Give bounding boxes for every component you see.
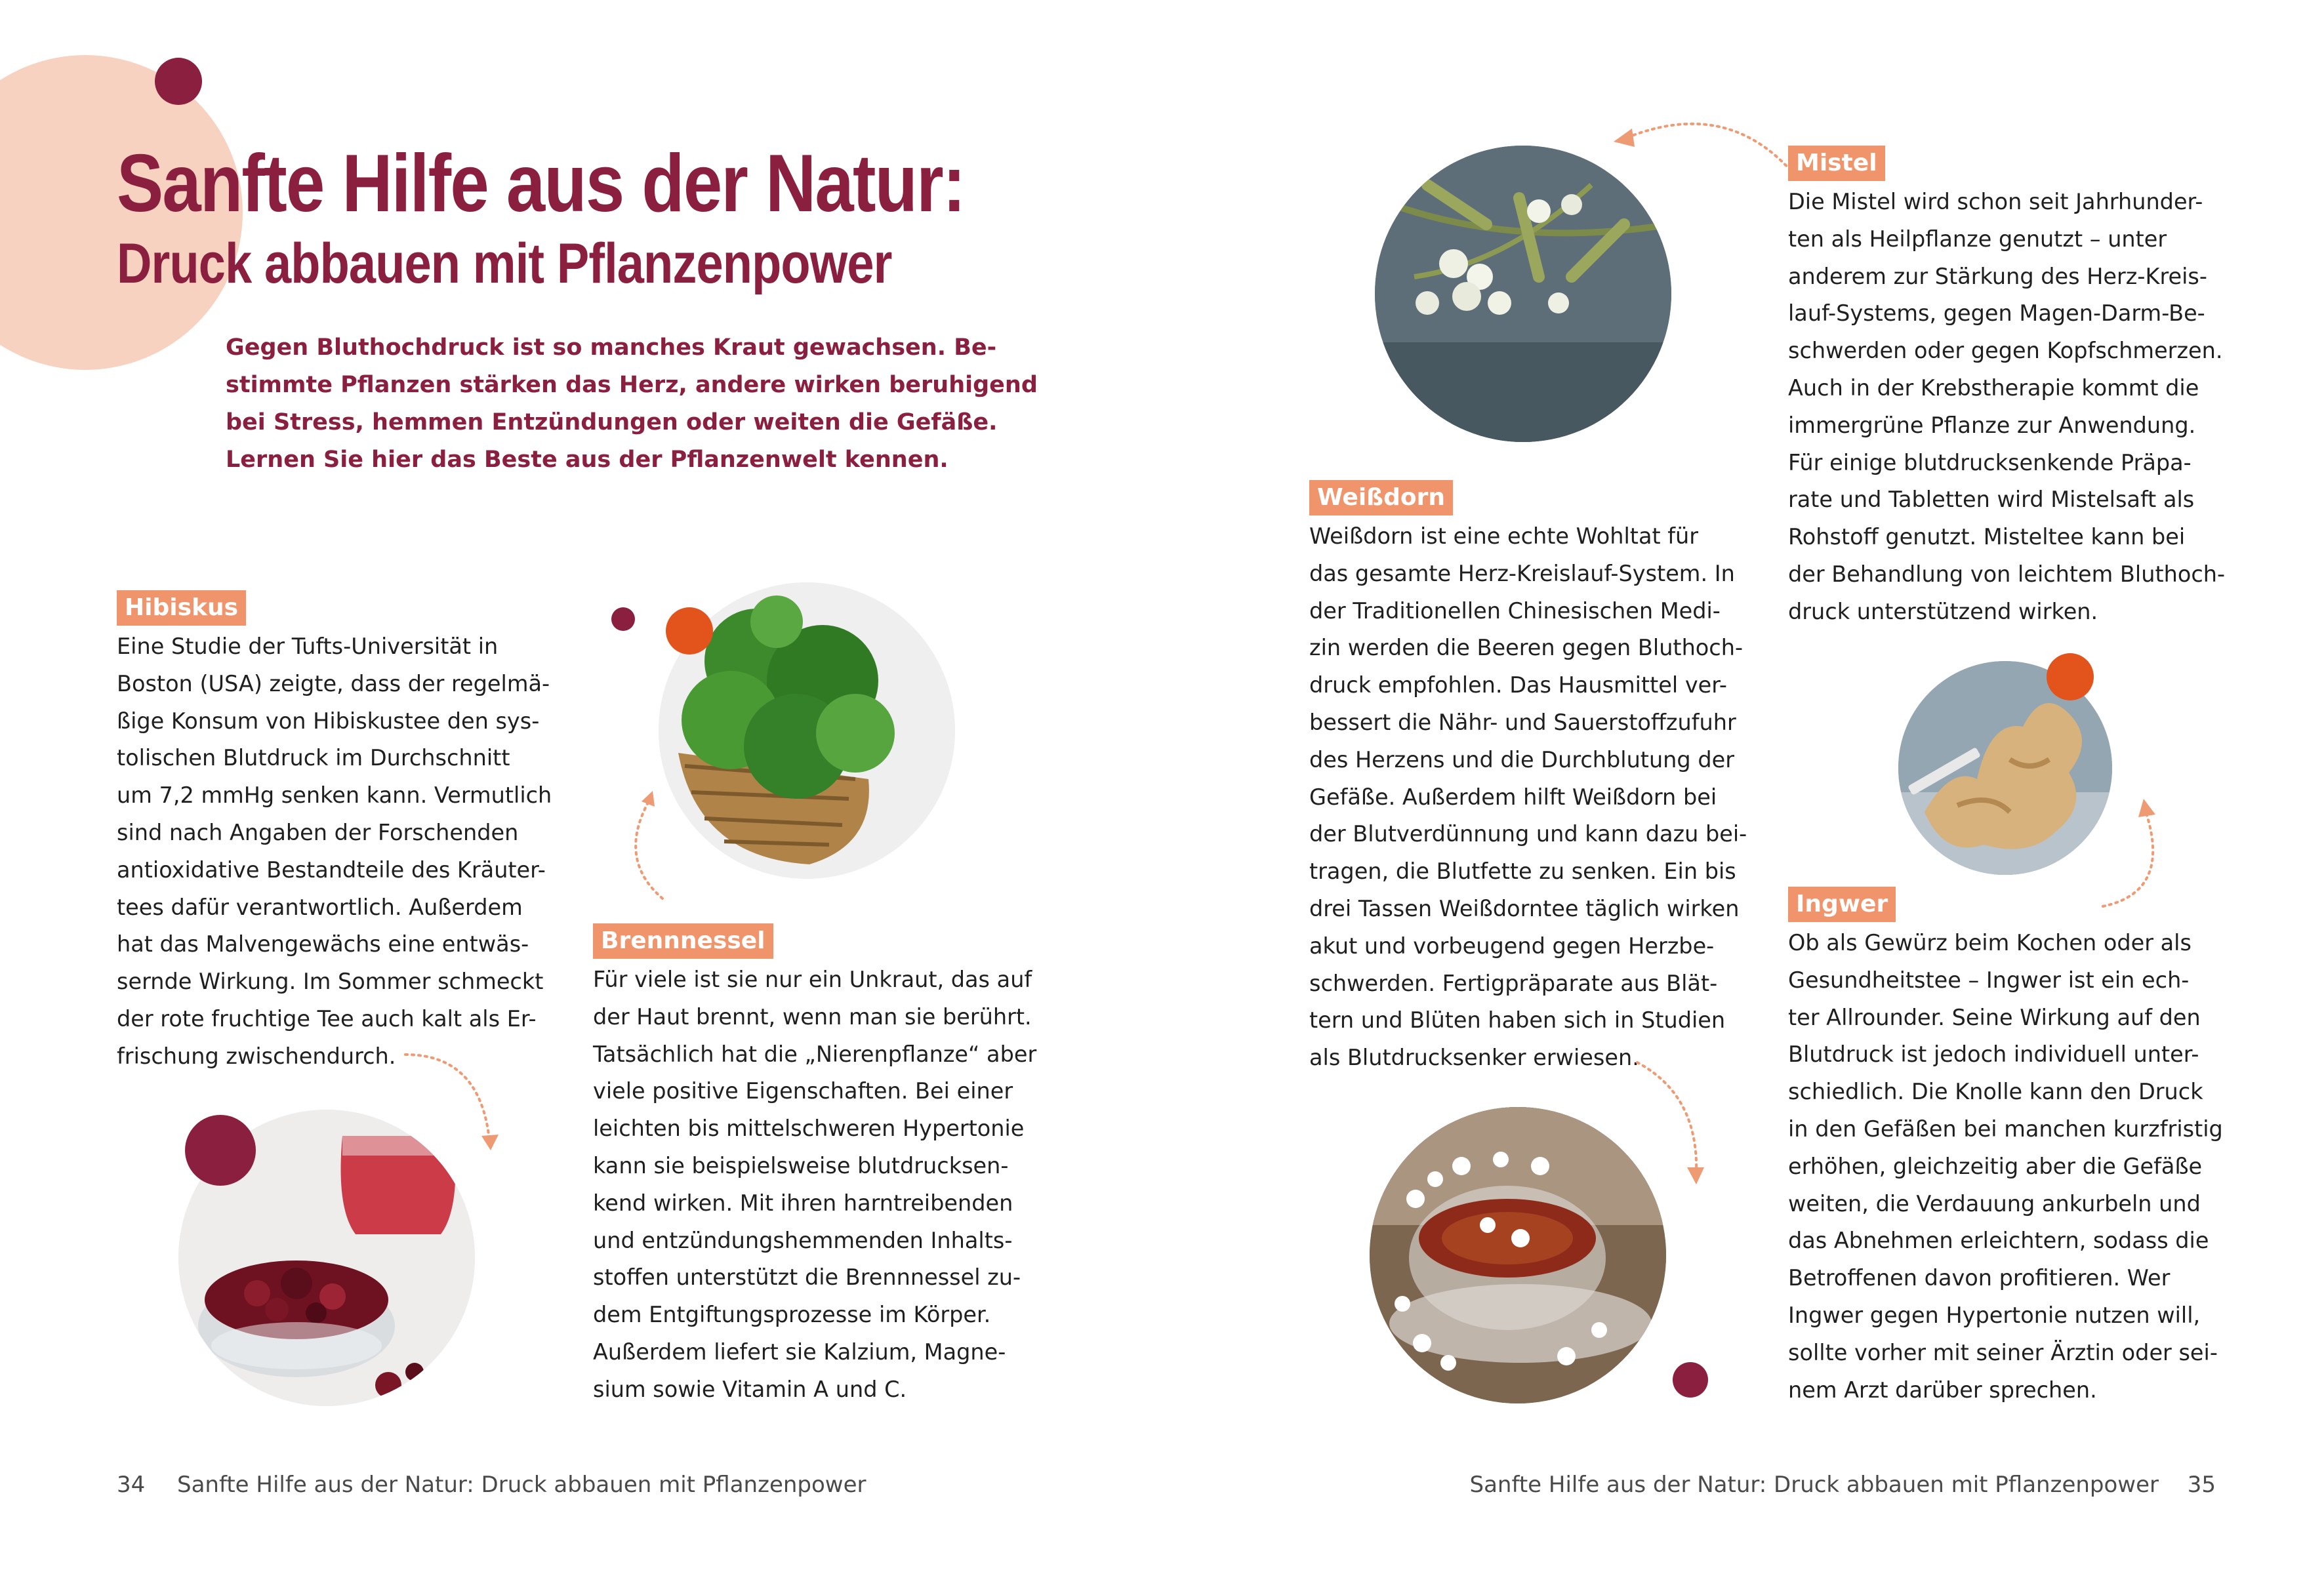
curved-arrow-icon bbox=[2099, 794, 2178, 912]
hibiskus-text bbox=[117, 628, 552, 1076]
weissdorn-text bbox=[1309, 518, 1747, 1077]
text-line: druck empfohlen. Das Hausmittel ver- bbox=[1309, 672, 1727, 698]
text-line: ßige Konsum von Hibiskustee den sys- bbox=[117, 708, 540, 734]
text-line: zin werden die Beeren gegen Bluthoch- bbox=[1309, 635, 1743, 661]
text-line: Rohstoff genutzt. Misteltee kann bei bbox=[1788, 524, 2186, 550]
text-line: tolischen Blutdruck im Durchschnitt bbox=[117, 745, 510, 771]
text-line: der Blutverdünnung und kann dazu bei- bbox=[1309, 821, 1747, 847]
text-line: sernde Wirkung. Im Sommer schmeckt bbox=[117, 969, 544, 995]
mistletoe-photo bbox=[1375, 146, 1671, 442]
page-title: Sanfte Hilfe aus der Natur: bbox=[117, 138, 965, 229]
text-line: der Behandlung von leichtem Bluthoch- bbox=[1788, 561, 2226, 587]
text-line: schwerden oder gegen Kopfschmerzen. bbox=[1788, 338, 2223, 364]
text-line: Weißdorn ist eine echte Wohltat für bbox=[1309, 523, 1699, 549]
orange-decor-dot bbox=[2047, 653, 2094, 700]
text-line: sium sowie Vitamin A und C. bbox=[593, 1376, 907, 1402]
text-line: Für einige blutdrucksenkende Präpa- bbox=[1788, 449, 2191, 475]
page-number-left: 34 bbox=[117, 1472, 146, 1498]
text-line: leichten bis mittelschweren Hypertonie bbox=[593, 1116, 1025, 1142]
text-line: Blutdruck ist jedoch individuell unter- bbox=[1788, 1041, 2199, 1068]
brennnessel-text bbox=[593, 961, 1036, 1409]
curved-arrow-icon bbox=[617, 787, 695, 905]
text-line: Außerdem liefert sie Kalzium, Magne- bbox=[593, 1339, 1006, 1365]
wine-decor-dot bbox=[611, 607, 635, 631]
text-line: Gesundheitstee – Ingwer ist ein ech- bbox=[1788, 967, 2190, 993]
ingwer-tag: Ingwer bbox=[1788, 887, 1896, 922]
text-line: sind nach Angaben der Forschenden bbox=[117, 819, 519, 845]
text-line: schiedlich. Die Knolle kann den Druck bbox=[1788, 1079, 2203, 1105]
text-line: Ob als Gewürz beim Kochen oder als bbox=[1788, 930, 2191, 956]
text-line: immergrüne Pflanze zur Anwendung. bbox=[1788, 412, 2196, 438]
text-line: antioxidative Bestandteile des Kräuter- bbox=[117, 857, 546, 883]
text-line: Auch in der Krebstherapie kommt die bbox=[1788, 374, 2199, 401]
text-line: der rote fruchtige Tee auch kalt als Er- bbox=[117, 1005, 537, 1032]
text-line: der Traditionellen Chinesischen Medi- bbox=[1309, 597, 1721, 624]
text-line: erhöhen, gleichzeitig aber die Gefäße bbox=[1788, 1153, 2203, 1179]
text-line: in den Gefäßen bei manchen kurzfristig bbox=[1788, 1116, 2223, 1142]
text-line: drei Tassen Weißdorntee täglich wirken bbox=[1309, 895, 1740, 921]
text-line: der Haut brennt, wenn man sie berührt. bbox=[593, 1003, 1032, 1030]
text-line: Tatsächlich hat die „Nierenpflanze“ aber bbox=[593, 1041, 1037, 1067]
text-line: ten als Heilpflanze genutzt – unter bbox=[1788, 226, 2167, 252]
text-line: tern und Blüten haben sich in Studien bbox=[1309, 1007, 1726, 1034]
intro-line: stimmte Pflanzen stärken das Herz, andere wirken beruhigend bbox=[226, 372, 1038, 398]
text-line: als Blutdrucksenker erwiesen. bbox=[1309, 1045, 1639, 1071]
text-line: des Herzens und die Durchblutung der bbox=[1309, 746, 1734, 773]
text-line: Ingwer gegen Hypertonie nutzen will, bbox=[1788, 1302, 2201, 1328]
text-line: Eine Studie der Tufts-Universität in bbox=[117, 634, 499, 659]
hawthorn-tea-photo bbox=[1370, 1107, 1666, 1403]
text-line: tees dafür verantwortlich. Außerdem bbox=[117, 894, 523, 920]
curved-arrow-icon bbox=[401, 1048, 506, 1153]
intro-paragraph bbox=[226, 329, 1038, 479]
text-line: und entzündungshemmenden Inhalts- bbox=[593, 1227, 1013, 1253]
orange-decor-dot bbox=[666, 607, 713, 655]
wine-decor-dot bbox=[1673, 1362, 1708, 1398]
text-line: Die Mistel wird schon seit Jahrhunder- bbox=[1788, 189, 2203, 214]
text-line: Boston (USA) zeigte, dass der regelmä- bbox=[117, 670, 550, 696]
text-line: druck unterstützend wirken. bbox=[1788, 598, 2098, 624]
ingwer-text bbox=[1788, 925, 2223, 1409]
mistel-tag: Mistel bbox=[1788, 146, 1885, 181]
text-line: kann sie beispielsweise blutdrucksen- bbox=[593, 1152, 1009, 1179]
text-line: kend wirken. Mit ihren harntreibenden bbox=[593, 1190, 1013, 1216]
text-line: hat das Malvengewächs eine entwäs- bbox=[117, 931, 529, 957]
weissdorn-tag: Weißdorn bbox=[1309, 480, 1453, 515]
hibiskus-tag: Hibiskus bbox=[117, 590, 246, 626]
text-line: das Abnehmen erleichtern, sodass die bbox=[1788, 1228, 2209, 1254]
text-line: sollte vorher mit seiner Ärztin oder sei- bbox=[1788, 1339, 2218, 1365]
text-line: dem Entgiftungsprozesse im Körper. bbox=[593, 1302, 991, 1328]
page-subtitle: Druck abbauen mit Pflanzenpower bbox=[117, 232, 892, 295]
text-line: anderem zur Stärkung des Herz-Kreis- bbox=[1788, 263, 2207, 289]
mistel-text bbox=[1788, 184, 2225, 631]
text-line: Betroffenen davon profitieren. Wer bbox=[1788, 1265, 2171, 1291]
wine-decor-dot bbox=[185, 1115, 256, 1186]
intro-line: Gegen Bluthochdruck ist so manches Kraut gewachsen. Be- bbox=[226, 334, 997, 361]
text-line: schwerden. Fertigpräparate aus Blät- bbox=[1309, 970, 1718, 996]
intro-line: Lernen Sie hier das Beste aus der Pflanzenwelt kennen. bbox=[226, 447, 948, 473]
text-line: um 7,2 mmHg senken kann. Vermutlich bbox=[117, 782, 552, 809]
text-line: Gefäße. Außerdem hilft Weißdorn bei bbox=[1309, 784, 1717, 810]
text-line: stoffen unterstützt die Brennnessel zu- bbox=[593, 1264, 1021, 1291]
text-line: ter Allrounder. Seine Wirkung auf den bbox=[1788, 1004, 2201, 1030]
text-line: frischung zwischendurch. bbox=[117, 1043, 396, 1069]
text-line: lauf-Systems, gegen Magen-Darm-Be- bbox=[1788, 300, 2205, 327]
text-line: rate und Tabletten wird Mistelsaft als bbox=[1788, 487, 2195, 513]
brennnessel-tag: Brennnessel bbox=[593, 923, 773, 959]
curved-arrow-icon bbox=[1633, 1056, 1712, 1187]
text-line: akut und vorbeugend gegen Herzbe- bbox=[1309, 933, 1715, 959]
page-number-right: 35 bbox=[2187, 1472, 2216, 1498]
running-title-left: Sanfte Hilfe aus der Natur: Druck abbauen mit Pflanzenpower bbox=[177, 1472, 866, 1498]
wine-decor-dot bbox=[155, 58, 202, 105]
intro-line: bei Stress, hemmen Entzündungen oder weiten die Gefäße. bbox=[226, 409, 998, 435]
running-title-right: Sanfte Hilfe aus der Natur: Druck abbauen mit Pflanzenpower bbox=[1469, 1472, 2159, 1498]
text-line: das gesamte Herz-Kreislauf-System. In bbox=[1309, 560, 1735, 586]
text-line: viele positive Eigenschaften. Bei einer bbox=[593, 1078, 1013, 1104]
text-line: tragen, die Blutfette zu senken. Ein bis bbox=[1309, 858, 1736, 885]
text-line: nem Arzt darüber sprechen. bbox=[1788, 1377, 2097, 1403]
curved-arrow-icon bbox=[1607, 111, 1797, 177]
text-line: bessert die Nähr- und Sauerstoffzufuhr bbox=[1309, 709, 1736, 735]
text-line: weiten, die Verdauung ankurbeln und bbox=[1788, 1190, 2201, 1217]
text-line: Für viele ist sie nur ein Unkraut, das auf bbox=[593, 967, 1032, 992]
